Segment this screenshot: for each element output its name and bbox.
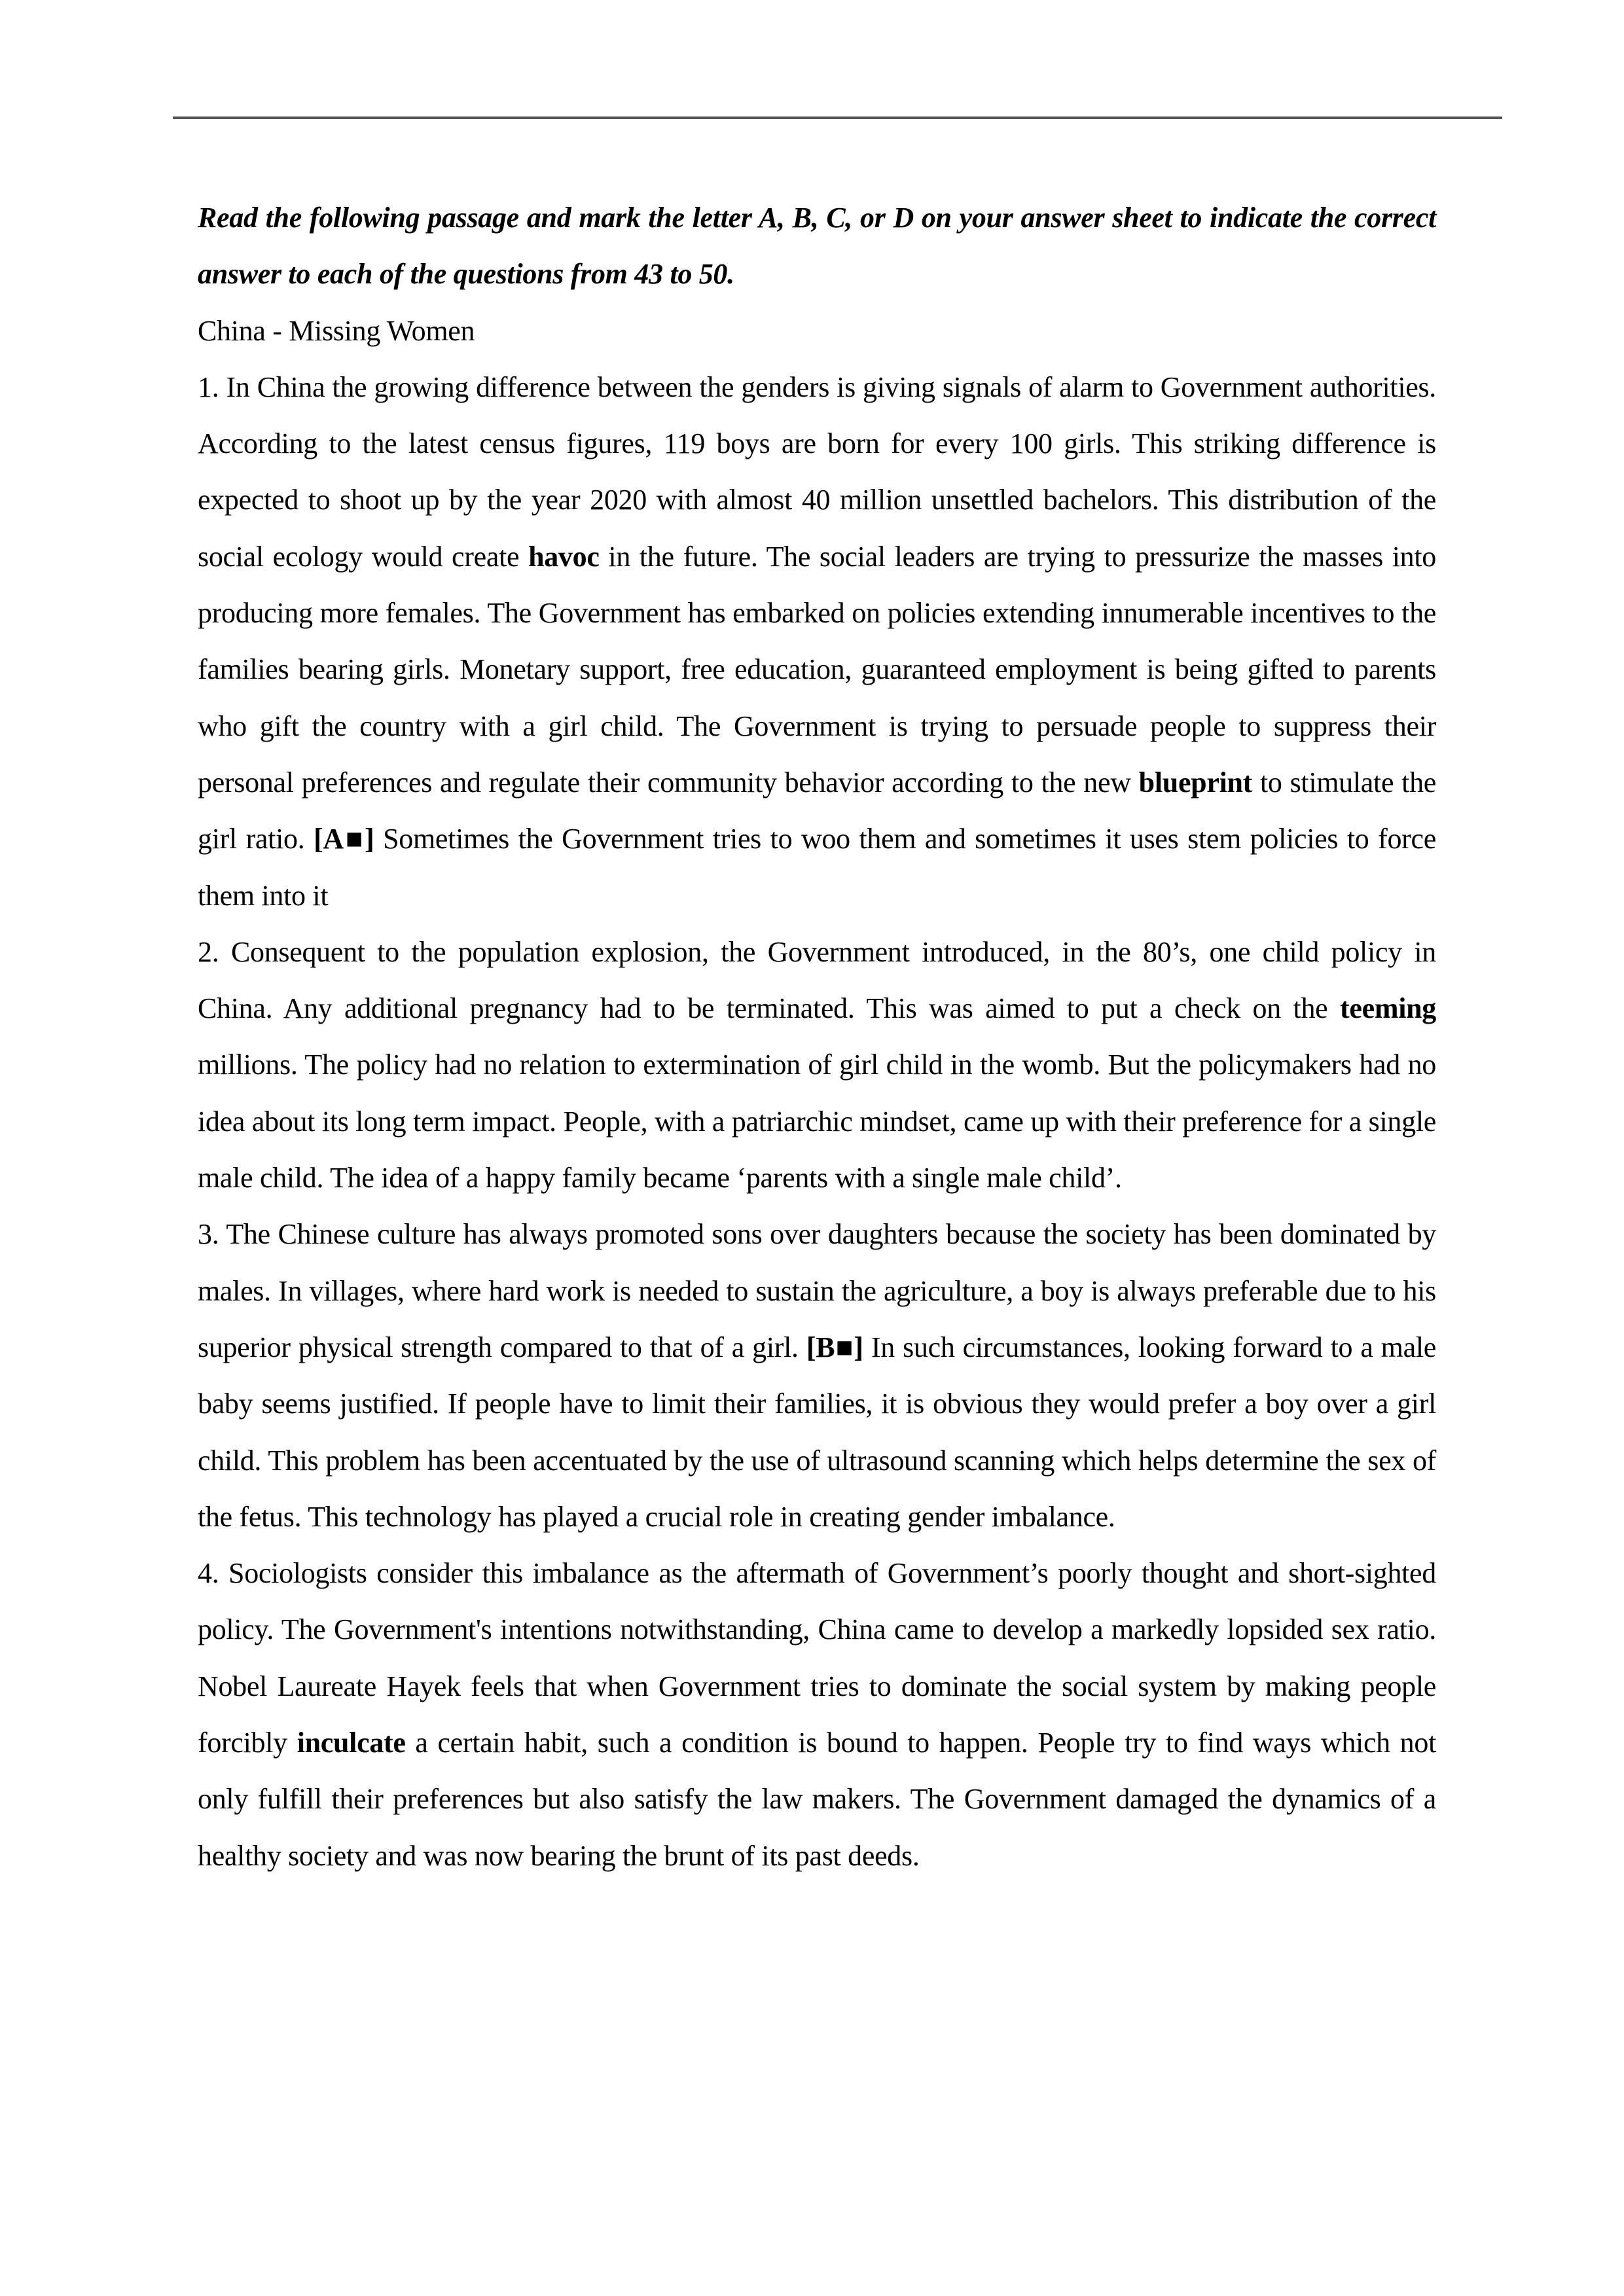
highlighted-word: inculcate xyxy=(297,1727,406,1759)
paragraph-text: 3. The Chinese culture has always promoted sons over daughters because the society has been dominated by males. In villages, where hard work is needed to sustain the agriculture, a boy is always preferable due to his superior physical strength compared to that of a girl. xyxy=(198,1218,1436,1363)
paragraph-text: 4. Sociologists consider this imbalance as the aftermath of Government’s poorly thought and short-sighted policy. The Government's intentions notwithstanding, China came to develop a markedly lopsided sex ratio. Nobel Laureate Hayek feels that when Government tries to dominate the social system by making people forcibly xyxy=(198,1557,1436,1759)
paragraph-text: a certain habit, such a condition is bound to happen. People try to find ways which not only fulfill their preferences but also satisfy the law makers. The Government damaged the dynamics of a healthy society and was now bearing the brunt of its past deeds. xyxy=(198,1727,1436,1872)
highlighted-word: teeming xyxy=(1340,992,1436,1025)
passage-paragraph-1 xyxy=(198,359,1436,924)
paragraph-text: 2. Consequent to the population explosion, the Government introduced, in the 80’s, one child policy in China. Any additional pregnancy had to be terminated. This was aimed to put a check on the xyxy=(198,935,1436,1025)
passage-paragraph-2 xyxy=(198,924,1436,1206)
passage-paragraph-3 xyxy=(198,1206,1436,1545)
passage-title: China - Missing Women xyxy=(198,314,475,347)
passage-paragraphs xyxy=(198,359,1436,1884)
instruction-text: Read the following passage and mark the letter A, B, C, or D on your answer sheet to indicate the correct answer to each of the questions from 43 to 50. xyxy=(198,202,1436,291)
paragraph-text: millions. The policy had no relation to extermination of girl child in the womb. But the policymakers had no idea about its long term impact. People, with a patriarchic mindset, came up with their preference for a single male child. The idea of a happy family became ‘parents with a single male child’. xyxy=(198,1049,1436,1194)
passage-paragraph-4 xyxy=(198,1545,1436,1884)
paragraph-text: In such circumstances, looking forward to a male baby seems justified. If people have to limit their families, it is obvious they would prefer a boy over a girl child. This problem has been accentuated by the use of ultrasound scanning which helps determine the sex of the fetus. This technology has played a crucial role in creating gender imbalance. xyxy=(198,1331,1436,1533)
paragraph-text: to stimulate the girl ratio. xyxy=(198,766,1436,855)
paragraph-text: Sometimes the Government tries to woo them and sometimes it uses stem policies to force them into it xyxy=(198,823,1436,912)
highlighted-word: havoc xyxy=(528,540,600,573)
insertion-marker: [A■] xyxy=(314,823,374,855)
highlighted-word: blueprint xyxy=(1138,766,1253,798)
paragraph-text: 1. In China the growing difference between the genders is giving signals of alarm to Government authorities. According to the latest census figures, 119 boys are born for every 100 girls. This striking difference is expected to shoot up by the year 2020 with almost 40 million unsettled bachelors. This distribution of the social ecology would create xyxy=(198,370,1436,573)
paragraph-text: in the future. The social leaders are trying to pressurize the masses into producing more females. The Government has embarked on policies extending innumerable incentives to the families bearing girls. Monetary support, free education, guaranteed employment is being gifted to parents who gift the country with a girl child. The Government is trying to persuade people to suppress their personal preferences and regulate their community behavior according to the new xyxy=(198,540,1436,798)
document-body xyxy=(198,190,1436,1884)
insertion-marker: [B■] xyxy=(806,1331,863,1363)
header-rule xyxy=(173,117,1502,119)
